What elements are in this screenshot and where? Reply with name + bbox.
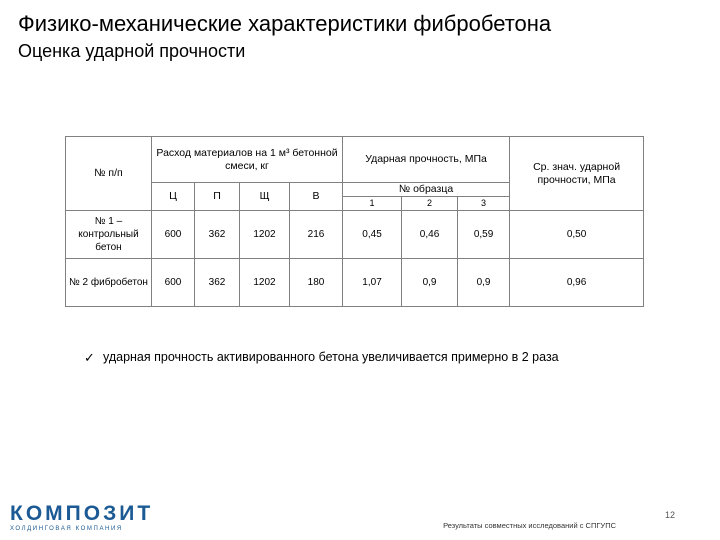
- cell-v: 216: [290, 211, 343, 259]
- header-material-p: П: [195, 183, 240, 211]
- logo-tagline: ХОЛДИНГОВАЯ КОМПАНИЯ: [10, 526, 123, 532]
- footer-note: Результаты совместных исследований с СПГУПС: [443, 521, 616, 530]
- header-strength: Ударная прочность, МПа: [343, 137, 510, 183]
- table-row: [66, 211, 644, 259]
- header-sample-2: 2: [402, 197, 458, 211]
- impact-strength-table: [65, 136, 644, 307]
- row-name: № 2 фибробетон: [66, 259, 152, 307]
- conclusion-text: ударная прочность активированного бетона увеличивается примерно в 2 раза: [103, 350, 559, 364]
- cell-c: 600: [152, 211, 195, 259]
- cell-avg: 0,50: [510, 211, 644, 259]
- header-sample: № образца: [343, 183, 510, 197]
- header-sample-1: 1: [343, 197, 402, 211]
- header-materials: Расход материалов на 1 м³ бетонной смеси, кг: [152, 137, 343, 183]
- cell-s1: 0,45: [343, 211, 402, 259]
- company-logo: [10, 503, 153, 533]
- header-material-c: Ц: [152, 183, 195, 211]
- header-sample-3: 3: [458, 197, 510, 211]
- cell-s2: 0,46: [402, 211, 458, 259]
- cell-s2: 0,9: [402, 259, 458, 307]
- cell-p: 362: [195, 211, 240, 259]
- cell-v: 180: [290, 259, 343, 307]
- page-number: 12: [665, 510, 676, 520]
- table-row: [66, 259, 644, 307]
- cell-p: 362: [195, 259, 240, 307]
- header-material-v: В: [290, 183, 343, 211]
- checkmark-icon: ✓: [84, 350, 95, 365]
- header-no: № п/п: [66, 137, 152, 211]
- slide-subtitle: Оценка ударной прочности: [18, 41, 246, 61]
- cell-avg: 0,96: [510, 259, 644, 307]
- cell-sh: 1202: [240, 259, 290, 307]
- cell-s3: 0,9: [458, 259, 510, 307]
- logo-name: КОМПОЗИТ: [10, 502, 154, 525]
- cell-c: 600: [152, 259, 195, 307]
- header-material-sh: Щ: [240, 183, 290, 211]
- slide-title: Физико-механические характеристики фибробетона: [18, 11, 552, 36]
- cell-s1: 1,07: [343, 259, 402, 307]
- header-average: Ср. знач. ударной прочности, МПа: [510, 137, 644, 211]
- cell-sh: 1202: [240, 211, 290, 259]
- cell-s3: 0,59: [458, 211, 510, 259]
- row-name: № 1 – контрольный бетон: [66, 211, 152, 259]
